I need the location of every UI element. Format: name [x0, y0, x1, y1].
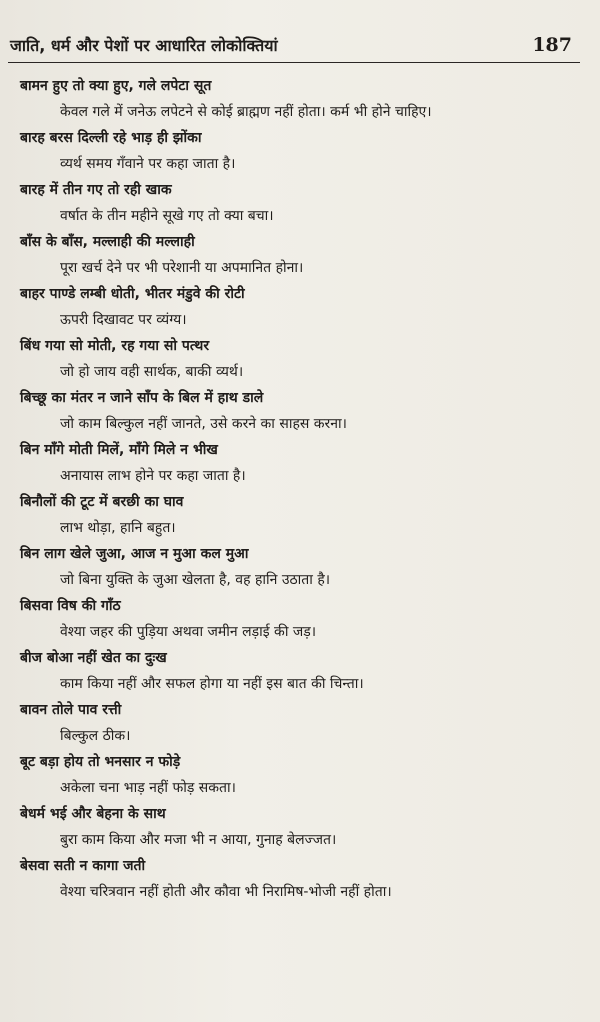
proverb-entry: [0, 489, 600, 541]
proverb-headword: बाँस के बाँस, मल्लाही की मल्लाही: [20, 234, 195, 250]
proverb-meaning: जो काम बिल्कुल नहीं जानते, उसे करने का साहस करना।: [60, 416, 347, 432]
proverb-list: [0, 73, 600, 905]
proverb-meaning: वेश्या चरित्रवान नहीं होती और कौवा भी निरामिष-भोजी नहीं होता।: [60, 884, 392, 900]
proverb-entry: [0, 333, 600, 385]
proverb-headword: बाहर पाण्डे लम्बी धोती, भीतर मंडुवे की रोटी: [20, 286, 245, 302]
proverb-entry: [0, 541, 600, 593]
page-header: [10, 32, 572, 58]
proverb-entry: [0, 645, 600, 697]
proverb-meaning: बिल्कुल ठीक।: [60, 728, 131, 744]
proverb-meaning: जो हो जाय वही सार्थक, बाकी व्यर्थ।: [60, 364, 244, 380]
proverb-headword: बेधर्म भई और बेहना के साथ: [20, 806, 166, 822]
proverb-headword: बामन हुए तो क्या हुए, गले लपेटा सूत: [20, 78, 212, 94]
proverb-entry: [0, 853, 600, 905]
proverb-meaning: ऊपरी दिखावट पर व्यंग्य।: [60, 312, 187, 328]
proverb-headword: बिनौलों की टूट में बरछी का घाव: [20, 494, 184, 510]
proverb-entry: [0, 593, 600, 645]
proverb-meaning: काम किया नहीं और सफल होगा या नहीं इस बात की चिन्ता।: [60, 676, 364, 692]
proverb-meaning: बुरा काम किया और मजा भी न आया, गुनाह बेलज्जत।: [60, 832, 337, 848]
proverb-meaning: वर्षात के तीन महीने सूखे गए तो क्या बचा।: [60, 208, 274, 224]
proverb-entry: [0, 73, 600, 125]
proverb-headword: बावन तोले पाव रत्ती: [20, 702, 122, 718]
proverb-entry: [0, 229, 600, 281]
proverb-meaning: जो बिना युक्ति के जुआ खेलता है, वह हानि उठाता है।: [60, 572, 331, 588]
proverb-headword: बिंध गया सो मोती, रह गया सो पत्थर: [20, 338, 210, 354]
proverb-entry: [0, 177, 600, 229]
proverb-entry: [0, 697, 600, 749]
proverb-meaning: अकेला चना भाड़ नहीं फोड़ सकता।: [60, 780, 236, 796]
proverb-entry: [0, 281, 600, 333]
proverb-entry: [0, 749, 600, 801]
proverb-entry: [0, 385, 600, 437]
proverb-entry: [0, 437, 600, 489]
proverb-headword: बिसवा विष की गाँठ: [20, 598, 121, 614]
proverb-headword: बिन लाग खेले जुआ, आज न मुआ कल मुआ: [20, 546, 249, 562]
proverb-headword: बीज बोआ नहीं खेत का दुःख: [20, 650, 167, 666]
proverb-headword: बिन माँगे मोती मिलें, माँगे मिले न भीख: [20, 442, 218, 458]
proverb-headword: बारह बरस दिल्ली रहे भाड़ ही झोंका: [20, 130, 202, 146]
proverb-meaning: वेश्या जहर की पुड़िया अथवा जमीन लड़ाई की जड़।: [60, 624, 317, 640]
proverb-entry: [0, 801, 600, 853]
proverb-entry: [0, 125, 600, 177]
proverb-meaning: अनायास लाभ होने पर कहा जाता है।: [60, 468, 246, 484]
header-rule: [8, 62, 580, 63]
proverb-meaning: लाभ थोड़ा, हानि बहुत।: [60, 520, 176, 536]
proverb-headword: बूट बड़ा होय तो भनसार न फोड़े: [20, 754, 181, 770]
proverb-meaning: पूरा खर्च देने पर भी परेशानी या अपमानित होना।: [60, 260, 304, 276]
proverb-headword: बेसवा सती न कागा जती: [20, 858, 146, 874]
page-number: 187: [532, 34, 572, 56]
proverb-headword: बारह में तीन गए तो रही खाक: [20, 182, 172, 198]
proverb-headword: बिच्छू का मंतर न जाने साँप के बिल में हाथ डाले: [20, 390, 264, 406]
proverb-meaning: व्यर्थ समय गँवाने पर कहा जाता है।: [60, 156, 236, 172]
running-title: जाति, धर्म और पेशों पर आधारित लोकोक्तियां: [10, 36, 278, 55]
proverb-meaning: केवल गले में जनेऊ लपेटने से कोई ब्राह्मण नहीं होता। कर्म भी होने चाहिए।: [60, 104, 432, 120]
